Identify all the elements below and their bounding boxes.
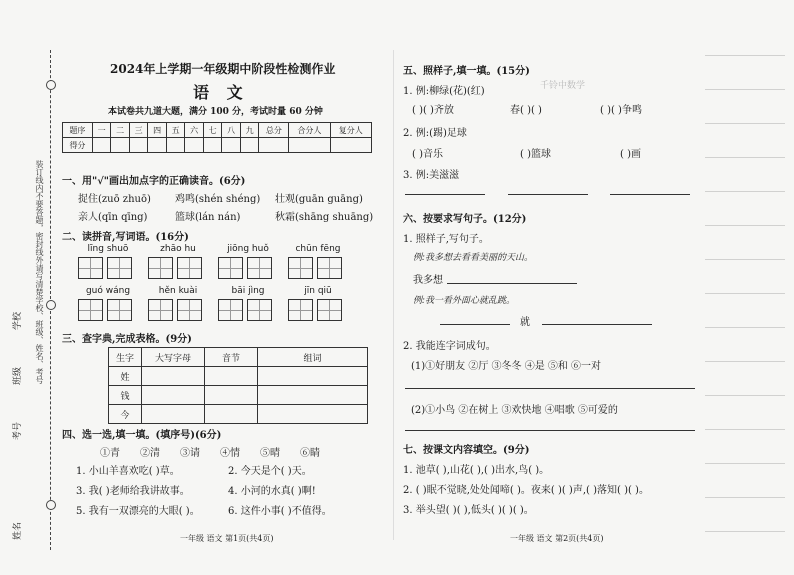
q4-option: ⑤晴 bbox=[260, 448, 280, 459]
q4-option: ④情 bbox=[220, 448, 240, 459]
answer-line[interactable] bbox=[508, 194, 588, 195]
q3-title: 三、查字典,完成表格。(9分) bbox=[62, 334, 192, 345]
dict-cell[interactable] bbox=[258, 405, 368, 424]
q5-example-3: 3. 例:美滋滋 bbox=[403, 170, 460, 181]
q4-item[interactable]: 5. 我有一双漂亮的大眼( )。 bbox=[76, 506, 200, 517]
writing-box[interactable] bbox=[107, 299, 132, 321]
writing-box[interactable] bbox=[107, 257, 132, 279]
dict-cell[interactable] bbox=[142, 405, 205, 424]
score-cell[interactable] bbox=[166, 138, 185, 153]
answer-line[interactable] bbox=[405, 194, 485, 195]
q5-blank[interactable]: ( )篮球 bbox=[520, 149, 551, 160]
q6-title: 六、按要求写句子。(12分) bbox=[403, 214, 527, 225]
q6-part-1: 1. 照样子,写句子。 bbox=[403, 234, 489, 245]
score-cell[interactable] bbox=[185, 138, 204, 153]
q7-title: 七、按课文内容填空。(9分) bbox=[403, 445, 530, 456]
score-cell[interactable] bbox=[222, 138, 241, 153]
bleed-through bbox=[705, 55, 785, 535]
writing-box[interactable] bbox=[218, 257, 243, 279]
q6-fill-a: 我多想 bbox=[413, 275, 443, 286]
pinyin-label: līng shuō bbox=[87, 244, 129, 254]
score-header-cell: 二 bbox=[111, 123, 130, 138]
dict-cell[interactable] bbox=[205, 405, 258, 424]
dict-cell[interactable] bbox=[205, 367, 258, 386]
footer-left: 一年级 语文 第1页(共4页) bbox=[180, 534, 274, 543]
score-row-label: 得分 bbox=[63, 138, 93, 153]
pinyin-label: chūn fēng bbox=[295, 244, 341, 254]
answer-line[interactable] bbox=[542, 324, 652, 325]
q5-blank[interactable]: ( )( )齐放 bbox=[412, 105, 454, 116]
pinyin-label: guó wáng bbox=[85, 286, 131, 296]
score-cell[interactable] bbox=[148, 138, 167, 153]
answer-line[interactable] bbox=[405, 388, 695, 389]
dict-header: 大写字母 bbox=[142, 348, 205, 367]
pinyin-label: hěn kuài bbox=[158, 286, 198, 296]
answer-line[interactable] bbox=[405, 430, 695, 431]
q7-line-3[interactable]: 3. 举头望( )( ),低头( )( )( )。 bbox=[403, 505, 534, 516]
dict-char: 钱 bbox=[109, 386, 142, 405]
q1-item[interactable]: 鸡鸣(shén shéng) bbox=[175, 194, 261, 205]
writing-box[interactable] bbox=[177, 257, 202, 279]
q4-option: ②清 bbox=[140, 448, 160, 459]
pinyin-label: jīn qiū bbox=[304, 286, 332, 296]
writing-box[interactable] bbox=[288, 299, 313, 321]
q4-option: ①青 bbox=[100, 448, 120, 459]
footer-right: 一年级 语文 第2页(共4页) bbox=[510, 534, 604, 543]
binding-label-school: 学校 bbox=[13, 311, 23, 330]
score-header-cell: 五 bbox=[166, 123, 185, 138]
score-header-cell: 合分人 bbox=[289, 123, 330, 138]
writing-box[interactable] bbox=[78, 257, 103, 279]
score-cell[interactable] bbox=[330, 138, 371, 153]
q4-item[interactable]: 3. 我( )老师给我讲故事。 bbox=[76, 486, 190, 497]
dict-cell[interactable] bbox=[142, 367, 205, 386]
q5-blank[interactable]: 春( )( ) bbox=[510, 105, 542, 116]
q5-example-2: 2. 例:(踢)足球 bbox=[403, 128, 467, 139]
answer-line[interactable] bbox=[440, 324, 510, 325]
ghost-bleed-text: 千铃中数学 bbox=[540, 81, 586, 91]
q5-blank[interactable]: ( )( )争鸣 bbox=[600, 105, 642, 116]
q5-blank[interactable]: ( )画 bbox=[620, 149, 641, 160]
exam-title: 2024年上学期一年级期中阶段性检测作业 bbox=[110, 62, 336, 76]
pinyin-group bbox=[78, 286, 138, 321]
writing-box[interactable] bbox=[78, 299, 103, 321]
dict-header: 组词 bbox=[258, 348, 368, 367]
score-header-cell: 复分人 bbox=[330, 123, 371, 138]
writing-box[interactable] bbox=[317, 299, 342, 321]
writing-box[interactable] bbox=[288, 257, 313, 279]
dict-char: 今 bbox=[109, 405, 142, 424]
score-table bbox=[62, 122, 372, 153]
score-header-cell: 三 bbox=[129, 123, 148, 138]
pinyin-group bbox=[218, 244, 278, 279]
q7-line-1[interactable]: 1. 池草( ),山花( ),( )出水,鸟( )。 bbox=[403, 465, 550, 476]
q7-line-2[interactable]: 2. ( )眠不觉晓,处处闻啼( )。夜来( )( )声,( )落知( )( )。 bbox=[403, 485, 649, 496]
dictionary-table bbox=[108, 347, 368, 424]
dict-cell[interactable] bbox=[142, 386, 205, 405]
dict-cell[interactable] bbox=[258, 367, 368, 386]
dict-cell[interactable] bbox=[205, 386, 258, 405]
q1-item[interactable]: 秋霜(shāng shuāng) bbox=[275, 212, 374, 223]
score-cell[interactable] bbox=[203, 138, 222, 153]
q6-sentence-1: (1)①好朋友 ②厅 ③冬冬 ④是 ⑤和 ⑥一对 bbox=[411, 361, 602, 372]
q4-option: ③请 bbox=[180, 448, 200, 459]
score-header-cell: 六 bbox=[185, 123, 204, 138]
score-header-cell: 题序 bbox=[63, 123, 93, 138]
q1-item[interactable]: 捉住(zuō zhuō) bbox=[78, 194, 151, 205]
q1-item[interactable]: 亲人(qīn qīng) bbox=[78, 212, 148, 223]
q6-example-b: 例:我一看外面心就乱跳。 bbox=[413, 296, 516, 306]
q1-item[interactable]: 篮球(lán nán) bbox=[175, 212, 241, 223]
q5-title: 五、照样子,填一填。(15分) bbox=[403, 66, 530, 77]
binding-strip bbox=[0, 40, 60, 560]
pinyin-group bbox=[218, 286, 278, 321]
pinyin-group bbox=[288, 244, 348, 279]
q1-item[interactable]: 壮观(guān guāng) bbox=[275, 194, 363, 205]
q2-title: 二、读拼音,写词语。(16分) bbox=[62, 232, 189, 243]
binding-note: 装订线内不要答题，密封线外请写清楚学校、班级、姓名、考号 bbox=[35, 160, 44, 384]
score-cell[interactable] bbox=[240, 138, 259, 153]
pinyin-label: bāi jìng bbox=[231, 286, 265, 296]
binding-hole bbox=[46, 300, 56, 310]
q6-sentence-2: (2)①小鸟 ②在树上 ③欢快地 ④唱歌 ⑤可爱的 bbox=[411, 405, 618, 416]
writing-box[interactable] bbox=[218, 299, 243, 321]
q4-item[interactable]: 6. 这件小事( )不值得。 bbox=[228, 506, 332, 517]
score-header-cell: 一 bbox=[92, 123, 111, 138]
score-header-cell: 八 bbox=[222, 123, 241, 138]
q6-part-2: 2. 我能连字词成句。 bbox=[403, 341, 496, 352]
dict-char: 姓 bbox=[109, 367, 142, 386]
q4-item[interactable]: 1. 小山羊喜欢吃( )草。 bbox=[76, 466, 180, 477]
writing-box[interactable] bbox=[247, 257, 272, 279]
pinyin-label: jiōng huǒ bbox=[227, 244, 269, 254]
q5-blank[interactable]: ( )音乐 bbox=[412, 149, 443, 160]
q1-title: 一、用"√"画出加点字的正确读音。(6分) bbox=[62, 176, 246, 187]
q4-item[interactable]: 4. 小河的水真( )啊! bbox=[228, 486, 316, 497]
score-cell[interactable] bbox=[259, 138, 289, 153]
binding-label-class: 班级 bbox=[13, 366, 23, 385]
dict-header: 音节 bbox=[205, 348, 258, 367]
pinyin-group bbox=[148, 244, 208, 279]
writing-box[interactable] bbox=[247, 299, 272, 321]
score-header-cell: 总分 bbox=[259, 123, 289, 138]
score-cell[interactable] bbox=[289, 138, 330, 153]
pinyin-group bbox=[148, 286, 208, 321]
score-header-cell: 七 bbox=[203, 123, 222, 138]
q4-item[interactable]: 2. 今天是个( )天。 bbox=[228, 466, 312, 477]
score-cell[interactable] bbox=[111, 138, 130, 153]
writing-box[interactable] bbox=[148, 299, 173, 321]
writing-box[interactable] bbox=[148, 257, 173, 279]
binding-hole bbox=[46, 500, 56, 510]
subject-title: 语 文 bbox=[193, 83, 249, 102]
q5-example-1: 1. 例:柳绿(花)(红) bbox=[403, 86, 485, 97]
q6-example-a: 例:我多想去看看美丽的天山。 bbox=[413, 253, 534, 263]
dict-header: 生字 bbox=[109, 348, 142, 367]
score-header-cell: 九 bbox=[240, 123, 259, 138]
score-header-cell: 四 bbox=[148, 123, 167, 138]
q6-fill-b: 就 bbox=[520, 317, 530, 328]
q4-title: 四、选一选,填一填。(填序号)(6分) bbox=[62, 430, 222, 441]
dict-cell[interactable] bbox=[258, 386, 368, 405]
answer-line[interactable] bbox=[447, 283, 577, 284]
q4-option: ⑥睛 bbox=[300, 448, 320, 459]
binding-label-exam-no: 考号 bbox=[13, 421, 23, 440]
writing-box[interactable] bbox=[317, 257, 342, 279]
score-cell[interactable] bbox=[129, 138, 148, 153]
binding-hole bbox=[46, 80, 56, 90]
exam-info: 本试卷共九道大题，满分 100 分，考试时量 60 分钟 bbox=[108, 107, 323, 117]
page-divider bbox=[393, 50, 394, 540]
score-cell[interactable] bbox=[92, 138, 111, 153]
pinyin-group bbox=[78, 244, 138, 279]
binding-label-name: 姓名 bbox=[13, 521, 23, 540]
pinyin-group bbox=[288, 286, 348, 321]
pinyin-label: zhāo hu bbox=[160, 244, 196, 254]
writing-box[interactable] bbox=[177, 299, 202, 321]
answer-line[interactable] bbox=[610, 194, 690, 195]
